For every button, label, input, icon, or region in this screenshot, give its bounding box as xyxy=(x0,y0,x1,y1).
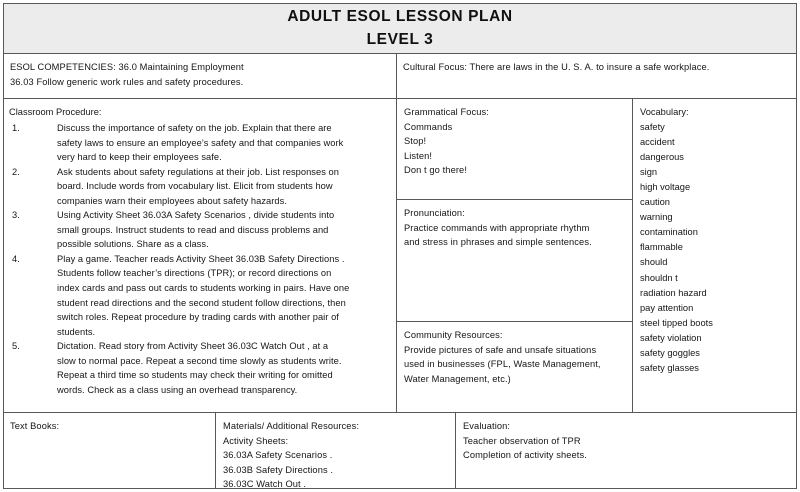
materials-cell xyxy=(216,413,456,488)
vocabulary-word: safety goggles xyxy=(640,347,700,358)
procedure-step-line: companies warn their employees about safety hazards. xyxy=(57,195,287,206)
procedure-step-number: 4. xyxy=(12,253,20,264)
grammatical-focus-line: Commands xyxy=(404,121,453,132)
evaluation-line: Completion of activity sheets. xyxy=(463,450,587,461)
vocabulary-word: accident xyxy=(640,137,675,148)
procedure-step-line: Play a game. Teacher reads Activity Sheet 36.03B Safety Directions . xyxy=(57,253,345,264)
evaluation-line: Teacher observation of TPR xyxy=(463,435,581,446)
footer-row xyxy=(4,413,796,488)
vocabulary-word: pay attention xyxy=(640,302,694,313)
competencies-row xyxy=(4,54,796,99)
materials-line: 36.03A Safety Scenarios . xyxy=(223,450,333,461)
vocabulary-word: safety violation xyxy=(640,332,702,343)
esol-competencies-cell xyxy=(4,54,397,98)
community-resources-cell xyxy=(397,322,632,413)
grammatical-focus-cell xyxy=(397,99,632,200)
procedure-step-line: board. Include words from vocabulary list. Elicit from students how xyxy=(57,181,333,192)
pronunciation-line: and stress in phrases and simple sentences. xyxy=(404,237,592,248)
procedure-step xyxy=(9,208,389,252)
vocabulary-word: warning xyxy=(640,212,673,223)
procedure-step-line: possible solutions. Share as a class. xyxy=(57,239,209,250)
grammatical-focus-line: Stop! xyxy=(404,136,427,147)
procedure-step-line: Dictation. Read story from Activity Sheet 36.03C Watch Out , at a xyxy=(57,341,329,352)
procedure-step-number: 2. xyxy=(12,166,20,177)
materials-line: 36.03C Watch Out . xyxy=(223,479,307,490)
vocabulary-cell xyxy=(633,99,796,412)
page-title: ADULT ESOL LESSON PLAN xyxy=(287,8,513,26)
materials-line: 36.03B Safety Directions . xyxy=(223,464,334,475)
procedure-step-line: switch roles. Repeat procedure by trading cards with another pair of xyxy=(57,312,339,323)
classroom-procedure-heading: Classroom Procedure: xyxy=(9,107,102,117)
vocabulary-heading: Vocabulary: xyxy=(640,107,689,117)
competencies-line-2: 36.03 Follow generic work rules and safety procedures. xyxy=(10,76,244,87)
middle-column xyxy=(397,99,633,412)
vocabulary-word: high voltage xyxy=(640,182,691,193)
procedure-step-number: 5. xyxy=(12,341,20,352)
page-subtitle: LEVEL 3 xyxy=(366,30,434,48)
procedure-step-line: Ask students about safety regulations at their job. List responses on xyxy=(57,166,340,177)
procedure-step-line: index cards and pass out cards to students working in pairs. Have one xyxy=(57,283,350,294)
procedure-step-line: very hard to keep their employees safe. xyxy=(57,152,222,163)
vocabulary-word: steel tipped boots xyxy=(640,317,713,328)
vocabulary-word: caution xyxy=(640,197,670,208)
document-header xyxy=(4,4,796,54)
procedure-step-line: safety laws to ensure an employee’s safety and that companies work xyxy=(57,137,344,148)
vocabulary-word: shouldn t xyxy=(640,272,678,283)
pronunciation-cell xyxy=(397,200,632,322)
procedure-step-line: Using Activity Sheet 36.03A Safety Scenarios , divide students into xyxy=(57,210,335,221)
community-resources-heading: Community Resources: xyxy=(404,330,503,340)
materials-line: Activity Sheets: xyxy=(223,435,289,446)
procedure-step xyxy=(9,339,389,397)
procedure-step-line: Discuss the importance of safety on the job. Explain that there are xyxy=(57,123,332,133)
procedure-step-line: student read directions and the second student follow directions, then xyxy=(57,297,346,308)
community-resources-line: Water Management, etc.) xyxy=(404,373,511,384)
vocabulary-word: safety xyxy=(640,122,665,133)
cultural-focus-line-1: Cultural Focus: There are laws in the U. S. A. to insure a safe workplace. xyxy=(403,62,710,72)
grammatical-focus-line: Don t go there! xyxy=(404,165,468,176)
procedure-step-line: students. xyxy=(57,326,96,337)
evaluation-heading: Evaluation: xyxy=(463,421,511,431)
procedure-step-line: Repeat a third time so students may check their writing for omitted xyxy=(57,370,333,381)
grammatical-focus-heading: Grammatical Focus: xyxy=(404,107,489,117)
cultural-focus-cell xyxy=(397,54,796,98)
procedure-step-line: slow to normal pace. Repeat a second time slowly as students write. xyxy=(57,355,342,366)
vocabulary-word: dangerous xyxy=(640,152,684,163)
grammatical-focus-line: Listen! xyxy=(404,150,433,161)
procedure-step xyxy=(9,121,389,165)
procedure-step-line: small groups. Instruct students to read and discuss problems and xyxy=(57,224,329,235)
vocabulary-word: contamination xyxy=(640,227,698,238)
text-books-heading: Text Books: xyxy=(10,421,60,431)
lesson-plan-table xyxy=(3,3,797,489)
vocabulary-word: flammable xyxy=(640,242,683,253)
evaluation-cell xyxy=(456,413,796,488)
procedure-step-number: 1. xyxy=(12,123,20,133)
text-books-cell xyxy=(4,413,216,488)
vocabulary-word: safety glasses xyxy=(640,362,699,373)
procedure-step xyxy=(9,252,389,339)
community-resources-line: used in businesses (FPL, Waste Management, xyxy=(404,359,601,370)
main-content-row xyxy=(4,99,796,413)
pronunciation-line: Practice commands with appropriate rhythm xyxy=(404,222,590,233)
community-resources-line: Provide pictures of safe and unsafe situations xyxy=(404,344,597,355)
procedure-step-number: 3. xyxy=(12,210,20,221)
classroom-procedure-cell xyxy=(4,99,397,412)
procedure-step-line: words. Check as a class using an overhead transparency. xyxy=(57,384,298,395)
materials-heading: Materials/ Additional Resources: xyxy=(223,421,360,431)
vocabulary-word: radiation hazard xyxy=(640,287,707,298)
procedure-step-line: Students follow teacher’s directions (TPR); or record directions on xyxy=(57,268,332,279)
vocabulary-word: should xyxy=(640,257,668,268)
procedure-step xyxy=(9,165,389,209)
vocabulary-word: sign xyxy=(640,167,658,178)
competencies-line-1: ESOL COMPETENCIES: 36.0 Maintaining Employment xyxy=(10,62,244,72)
pronunciation-heading: Pronunciation: xyxy=(404,208,465,218)
